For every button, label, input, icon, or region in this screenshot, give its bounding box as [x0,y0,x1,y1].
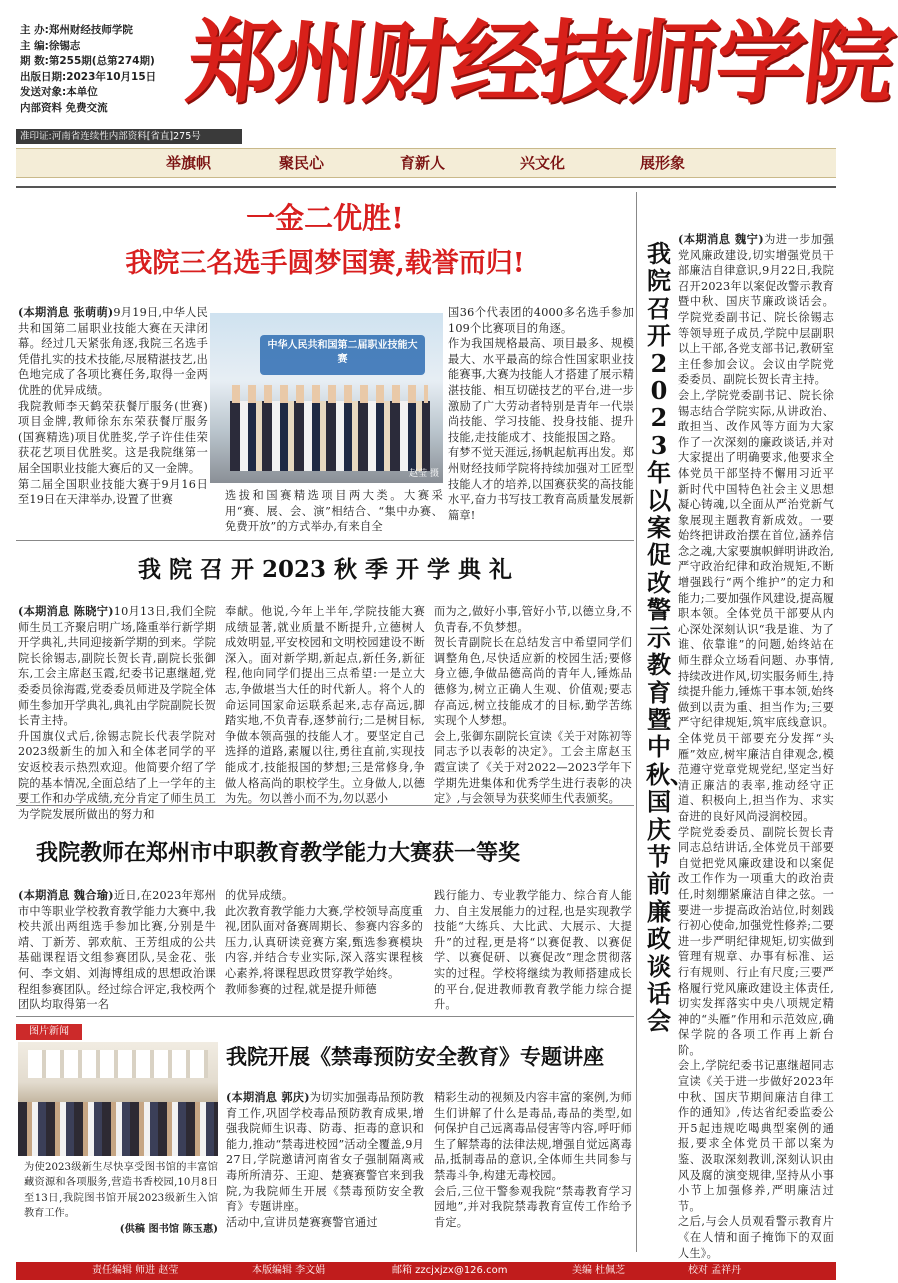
award-photo [210,313,443,483]
issue-number: 期 数:第255期(总第274期) [20,55,155,67]
newspaper-title: 郑州财经技师学院 [182,10,898,116]
article2-column2: 奉献。他说,今年上半年,学院技能大赛成绩显著,就业质量不断提升,立德树人成效明显,平安校园和文明校园建设不断深入。面对新学期,新起点,新任务,新征程,他向同学们提出三点希望:一是立大志,争做堪当大任的时代新人。将个人的命运同国家命运联系起来,志存高远,脚踏实地,不负青春,逐梦前行;二是树目标,争做本领高强的技能人才。要坚定自己选择的道路,素履以往,勇往直前,实现技能成才,技能报国的梦想;三是常修身,争做人格高尚的职校学生。立身做人,以德为先。勿以善小而不为,勿以恶小 [225,605,425,806]
footer-email[interactable]: 邮箱 zzcjxjzx@126.com [392,1265,508,1276]
article2-column1: (本期消息 陈晓宁)10月13日,我们全院师生员工齐聚启明广场,隆重举行新学期开学典礼,共同迎接新学期的到来。学院院长徐锡志,副院长贺长青,副院长张御东,工会主席赵玉霞,纪委书记惠继超,党委委员徐海霞,党委委员师进及学院全体师生参加开学典礼,典礼由学院副院长贺长青主持。 升国旗仪式后,徐锡志院长代表学院对2023级新生的加入和全体老同学的平安返校表示热烈欢迎。他简要介绍了学院的基本情况,全面总结了上一学年的主要工作和办学成绩,充分肯定了师生员工为学院发展所做出的努力和 [18,604,217,821]
vertical-headline: 我院召开2023年以案促改警示教育暨中秋、国庆节前廉政谈话会 [646,239,694,1036]
footer-layout: 本版编辑 李文娟 [252,1265,326,1276]
article1-column3: 国36个代表团的4000多名选手参加109个比赛项目的角逐。 作为我国规格最高、项目最多、规模最大、水平最高的综合性国家职业技能赛事,大赛为技能人才搭建了展示精湛技能、相互切磋技艺的平台,进一步激励了广大劳动者特别是青年一代崇尚技能、学习技能、投身技能、提升技能,走技能成才、技能报国之路。 有梦不觉天涯远,扬帆起航再出发。郑州财经技师学院将持续加强对工匠型技能人才的培养,以国赛获奖的高技能水平,奋力书写技工教育高质量发展新篇章! [448,306,634,522]
footer-bar [16,1262,836,1280]
sponsor: 主 办:郑州财经技师学院 [20,24,133,36]
footer-art: 美编 杜佩芝 [572,1265,626,1276]
section-divider [16,540,634,541]
headline-main: 我院三名选手圆梦国赛,载誉而归! [125,248,525,279]
publication-info [20,23,180,116]
article3-column3: 践行能力、专业教学能力、综合育人能力、自主发展能力的过程,也是实现教学技能“大练兵、大比武、大展示、大提升”的过程,更是将“以赛促教、以赛促学、以赛促研、以赛促改”理念贯彻落实的过程。学校将继续为教师搭建成长的平台,促进教师教育教学能力综合提升。 [434,889,632,1012]
section-divider [16,1016,634,1017]
section-nav [16,148,836,178]
headline-teaching-award: 我院教师在郑州市中职教育教学能力大赛获一等奖 [36,840,521,866]
byline: (本期消息 魏宁) [678,232,764,246]
internal-note: 内部资料 免费交流 [20,101,108,114]
byline: (本期消息 张萌萌) [18,305,114,319]
editor: 主 编:徐锡志 [20,39,81,52]
byline: (本期消息 陈晓宁) [18,604,114,618]
footer-proof: 校对 孟祥丹 [688,1265,742,1276]
header-divider [16,186,836,188]
headline-antidrug: 我院开展《禁毒预防安全教育》专题讲座 [226,1044,604,1069]
article5-column: (本期消息 魏宁)为进一步加强党风廉政建设,切实增强党员干部廉洁自律意识,9月22日,我院召开2023年以案促改警示教育暨中秋、国庆节廉政谈话会。学院党委副书记、院长徐锡志等领导班子成员,学院中层副职以上干部,各党支部书记,教研室主任参加会议。会议由学院党委委员、副院长贺长青主持。 会上,学院党委副书记、院长徐锡志结合学院实际,从讲政治、敢担当、改作风等方面为大家作了一次深刻的廉政谈话,并对大家提出了明确要求,他要求全体党员干部坚持不懈用习近平新时代中国特色社会主义思想凝心铸魂,以全面从严治党新气象展现主题教育新成效。一要始终把讲政治摆在首位,涵养信念之魂,大家要旗帜鲜明讲政治,严守政治纪律和政治规矩,不断增强践行“两个维护”的定力和能力;二要加强作风建设,提高履职本领。全体党员干部要从内心深处深刻认识“我是谁、为了谁、依靠谁”的问题,始终站在师生群众立场看问题、办事情,持续改进作风,切实服务师生,持续提升能力,锤炼干事本领,始终做到以责为重、担当作为;三要严守纪律规矩,筑牢底线意识。全体党员干部要充分发挥“头雁”效应,树牢廉洁自律观念,模范遵守党章党规党纪,坚定当好清正廉洁的表率,推动经守正道、积极向上,担当作为、求实奋进的良好风尚浸润校园。 学院党委委员、副院长贺长青同志总结讲话,全体党员干部要自觉把党风廉政建设和以案促改工作作为一项重大的政治责任,时刻绷紧廉洁自律之弦。一要进一步提高政治站位,时刻践行初心使命,加强党性修养;二要进一步严明纪律规矩,切实做到管理有规章、办事有标准、运行有规则、行止有尺度;三要严格履行党风廉政建设主体责任,切实发挥落实中央八项规定精神的“头雁”作用和示范效应,确保学院的各项工作再上新台阶。 会上,学院纪委书记惠继超同志宣读《关于进一步做好2023年中秋、国庆节期间廉洁自律工作的通知》,传达省纪委监委公开5起违规吃喝典型案例的通报,要求全体党员干部以案为鉴、汲取深刻教训,深刻认识由风及腐的演变规律,坚持从小事小节上加强修养,严明廉洁过节。 之后,与会人员观看警示教育片《在人情和面子掩饰下的双面人生》。 [678,232,834,1260]
publish-date: 出版日期:2023年10月15日 [20,70,157,83]
byline: (本期消息 郭庆) [226,1090,310,1104]
headline-kicker: 一金二优胜! [246,201,404,235]
byline: (本期消息 魏合瑜) [18,888,114,902]
permit-number: 准印证:河南省连续性内部资料[省直]275号 [16,129,242,144]
nav-item[interactable]: 聚民心 [279,154,325,172]
picture-news-caption [24,1160,218,1237]
article4-column1: (本期消息 郭庆)为切实加强毒品预防教育工作,巩固学校毒品预防教育成果,增强我院师生识毒、防毒、拒毒的意识和能力,推动“禁毒进校园”活动全覆盖,9月27日,学院邀请河南省女子强制隔离戒毒所所清芬、王迎、楚赛赛警官来到我院,为我院师生开展《禁毒预防安全教育》专题讲座。 活动中,宣讲员楚赛赛警官通过 [226,1090,424,1229]
article2-column3: 而为之,做好小事,管好小节,以德立身,不负青春,不负梦想。 贺长青副院长在总结发言中希望同学们调整角色,尽快适应新的校园生活;要修身立德,争做品德高尚的青年人,锤炼品德修为,树立正确人生观、价值观;要志存高远,树立技能成才的目标,勤学苦练实现个人梦想。 会上,张御东副院长宣读《关于对陈初等同志予以表彰的决定》。工会主席赵玉霞宣读了《关于对2022—2023学年下学期先进集体和优秀学生进行表彰的决定》,与会领导为获奖师生代表颁奖。 [434,605,632,806]
nav-item[interactable]: 育新人 [400,154,446,172]
photo-banner: 中华人民共和国第二届职业技能大赛 [267,340,418,365]
article1-column2: 选拔和国赛精选项目两大类。大赛采用“赛、展、会、演”相结合、“集中办赛、免费开放”的方式举办,有来自全 [225,489,443,534]
article1-column1: (本期消息 张萌萌)9月19日,中华人民共和国第二届职业技能大赛在天津闭幕。经过几天紧张角逐,我院三名选手凭借扎实的技术技能,尽展精湛技艺,出色地完成了各项比赛任务,取得一金两优胜的优异成绩。 我院教师李天鹤荣获餐厅服务(世赛)项目金牌,教师徐东东荣获餐厅服务(国赛精选)项目优胜奖,学子许佳佳荣获花艺项目优胜奖。这是我院继第一届全国职业技能大赛后的又一金牌。 第二届全国职业技能大赛于9月16日至19日在天津举办,设置了世赛 [18,305,209,507]
distribution: 发送对象:本单位 [20,86,98,98]
nav-item[interactable]: 展形象 [640,154,686,172]
article3-column1: (本期消息 魏合瑜)近日,在2023年郑州市中等职业学校教育教学能力大赛中,我校共派出两组选手参加比赛,分别是牛靖、丁新芳、郭欢航、王芳组成的公共基础课程语文组参赛团队,吴金花、张何、李文娟、刘海博组成的思想政治课程组参赛团队。经过综合评定,我校两个团队均取得第一名 [18,888,217,1012]
caption-credit: (供稿 图书馆 陈玉惠) [119,1222,218,1235]
photo-credit: 赵莹 摄 [409,469,439,479]
nav-item[interactable]: 兴文化 [520,154,566,172]
headline-opening-ceremony: 我 院 召 开 2023 秋 季 开 学 典 礼 [137,556,513,583]
nav-item[interactable]: 举旗帜 [166,154,212,172]
picture-news-tag: 图片新闻 [16,1024,82,1040]
column-divider [636,192,637,1252]
library-photo [18,1042,218,1156]
footer-responsible: 责任编辑 师进 赵莹 [92,1265,179,1276]
article3-column2: 的优异成绩。 此次教育教学能力大赛,学校领导高度重视,团队面对备赛周期长、参赛内容多的压力,认真研读竞赛方案,甄选参赛模块内容,并结合专业实际,深入落实课程核心素养,将课程思政贯穿教学始终。 教师参赛的过程,就是提升师德 [225,889,423,996]
article4-column2: 精彩生动的视频及内容丰富的案例,为师生们讲解了什么是毒品,毒品的类型,如何保护自己远离毒品侵害等内容,呼吁师生了解禁毒的法律法规,增强自觉远离毒品,抵制毒品的意识,全体师生共同参与禁毒斗争,构建无毒校园。 会后,三位干警参观我院“禁毒教育学习园地”,并对我院禁毒教育宣传工作给予肯定。 [434,1091,632,1229]
caption-text: 为使2023级新生尽快享受图书馆的丰富馆藏资源和各项服务,营造书香校园,10月8日至13日,我院图书馆开展2023级新生入馆教育工作。 [24,1162,218,1220]
